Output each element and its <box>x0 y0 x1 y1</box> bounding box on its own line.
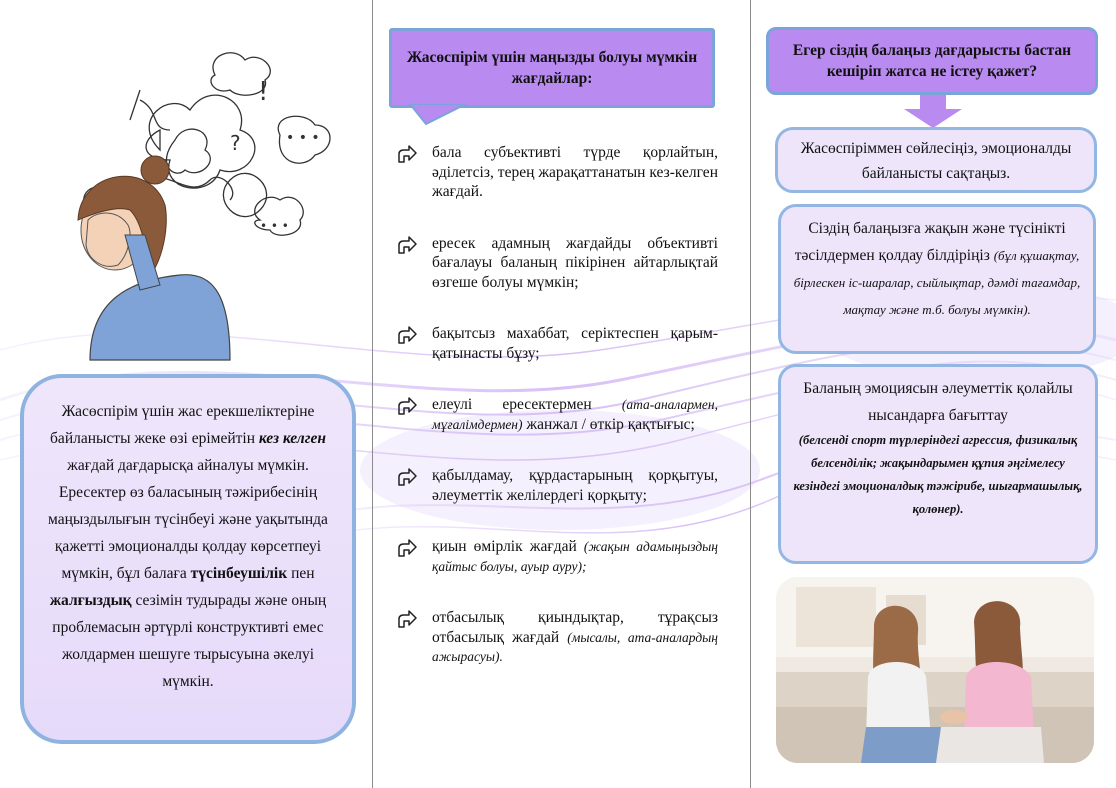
list-item <box>396 466 718 505</box>
left-text-emphasis: кез келген <box>258 430 326 447</box>
left-text-bold-2: жалғыздық <box>49 592 132 609</box>
item-text: қиын өмірлік жағдай <box>432 538 584 555</box>
list-item <box>396 234 718 293</box>
right-title: Егер сіздің балаңыз дағдарысты бастан кешіріп жатса не істеу қажет? <box>792 42 1072 80</box>
middle-title-callout <box>389 28 715 108</box>
arrow-bullet-icon <box>396 466 418 488</box>
arrow-bullet-icon <box>396 608 418 630</box>
list-item <box>396 537 718 576</box>
right-title-box <box>766 27 1098 95</box>
item-text: қабылдамау, құрдастарының қорқытуы, әлеуметтік желілердегі қорқыту; <box>432 467 718 504</box>
item-text: ересек адамның жағдайды объективті бағалауы баланың пікірінен айтарлықтай өзгеше болуы мүмкін; <box>432 234 718 291</box>
info-rounded-box-left <box>20 374 356 744</box>
item-note: (жақын адамыңыздың қайтыс болуы, ауыр ауру); <box>432 539 718 574</box>
callout-tail <box>408 104 468 126</box>
fold-line-1 <box>372 0 373 788</box>
situations-list <box>396 143 718 667</box>
stressed-teen-illustration <box>30 30 350 370</box>
list-item <box>396 395 718 434</box>
arrow-bullet-icon <box>396 234 418 256</box>
down-arrow-icon <box>902 95 964 129</box>
left-text-p5: сезімін тудырады және оның проблемасын әртүрлі конструктивті емес жолдармен шешуге тырысуына әкелуі мүмкін. <box>52 592 327 690</box>
list-item <box>396 143 718 202</box>
item-text: бақытсыз махаббат, серіктеспен қарым-қатынасты бұзу; <box>432 325 718 362</box>
svg-text:?: ? <box>230 131 241 155</box>
list-item <box>396 608 718 667</box>
advice-talk-text: Жасөспіріммен сөйлесіңіз, эмоционалды байланысты сақтаңыз. <box>800 140 1072 182</box>
mother-daughter-photo <box>776 577 1094 763</box>
item-text: елеулі ересектермен <box>432 396 622 413</box>
left-text-bold-1: түсінбеушілік <box>190 565 288 582</box>
item-text-tail: жанжал / өткір қақтығыс; <box>522 415 695 433</box>
item-text: бала субъективті түрде қорлайтын, әділетсіз, терең жарақаттанатын кез-келген жағдай. <box>432 144 718 200</box>
left-text-p3: Ересектер өз баласының тәжірибесінің маңыздылығын түсінбеуі және уақытында қажетті эмоционалды қолдау көрсетпеуі мүмкін, бұл балаға <box>48 484 328 582</box>
svg-text:!: ! <box>258 77 269 107</box>
left-text-p1: Жасөспірім үшін жас ерекшеліктеріне байланысты жеке өзі ерімейтін <box>50 403 315 447</box>
svg-text:• • •: • • • <box>260 219 289 233</box>
left-text-p4: пен <box>287 565 315 582</box>
advice-box-support <box>778 204 1096 354</box>
advice-box-talk <box>775 127 1097 193</box>
arrow-bullet-icon <box>396 395 418 417</box>
item-note: (мысалы, ата-аналардың ажырасуы). <box>432 629 718 664</box>
advice-redirect-examples: (белсенді спорт түрлеріндегі агрессия, физикалық белсенділік; жақындарымен құпия әңгімелесу кезіндегі эмоционалдық тәжірибе, шығармашылық, қолөнер). <box>793 433 1083 516</box>
advice-box-redirect <box>778 364 1098 564</box>
arrow-bullet-icon <box>396 324 418 346</box>
arrow-bullet-icon <box>396 537 418 559</box>
svg-text:• • •: • • • <box>286 130 320 146</box>
arrow-bullet-icon <box>396 143 418 165</box>
middle-title: Жасөспірім үшін маңызды болуы мүмкін жағдайлар: <box>406 49 698 87</box>
item-note: (ата-аналармен, мұғалімдермен) <box>432 397 718 432</box>
left-text-p2: жағдай дағдарысқа айналуы мүмкін. <box>67 457 309 474</box>
advice-support-text: Сіздің балаңызға жақын және түсінікті тәсілдермен қолдау білдіріңіз <box>794 220 1066 264</box>
advice-redirect-text: Баланың эмоциясын әлеуметтік қолайлы нысандарға бағыттау <box>803 380 1073 424</box>
list-item <box>396 324 718 363</box>
advice-support-examples: (бұл құшақтау, бірлескен іс-шаралар, сыйлықтар, дәмді тағамдар, мақтау және т.б. болуы мүмкін). <box>793 248 1081 317</box>
fold-line-2 <box>750 0 751 788</box>
item-text: отбасылық қиындықтар, тұрақсыз отбасылық жағдай <box>432 609 718 646</box>
